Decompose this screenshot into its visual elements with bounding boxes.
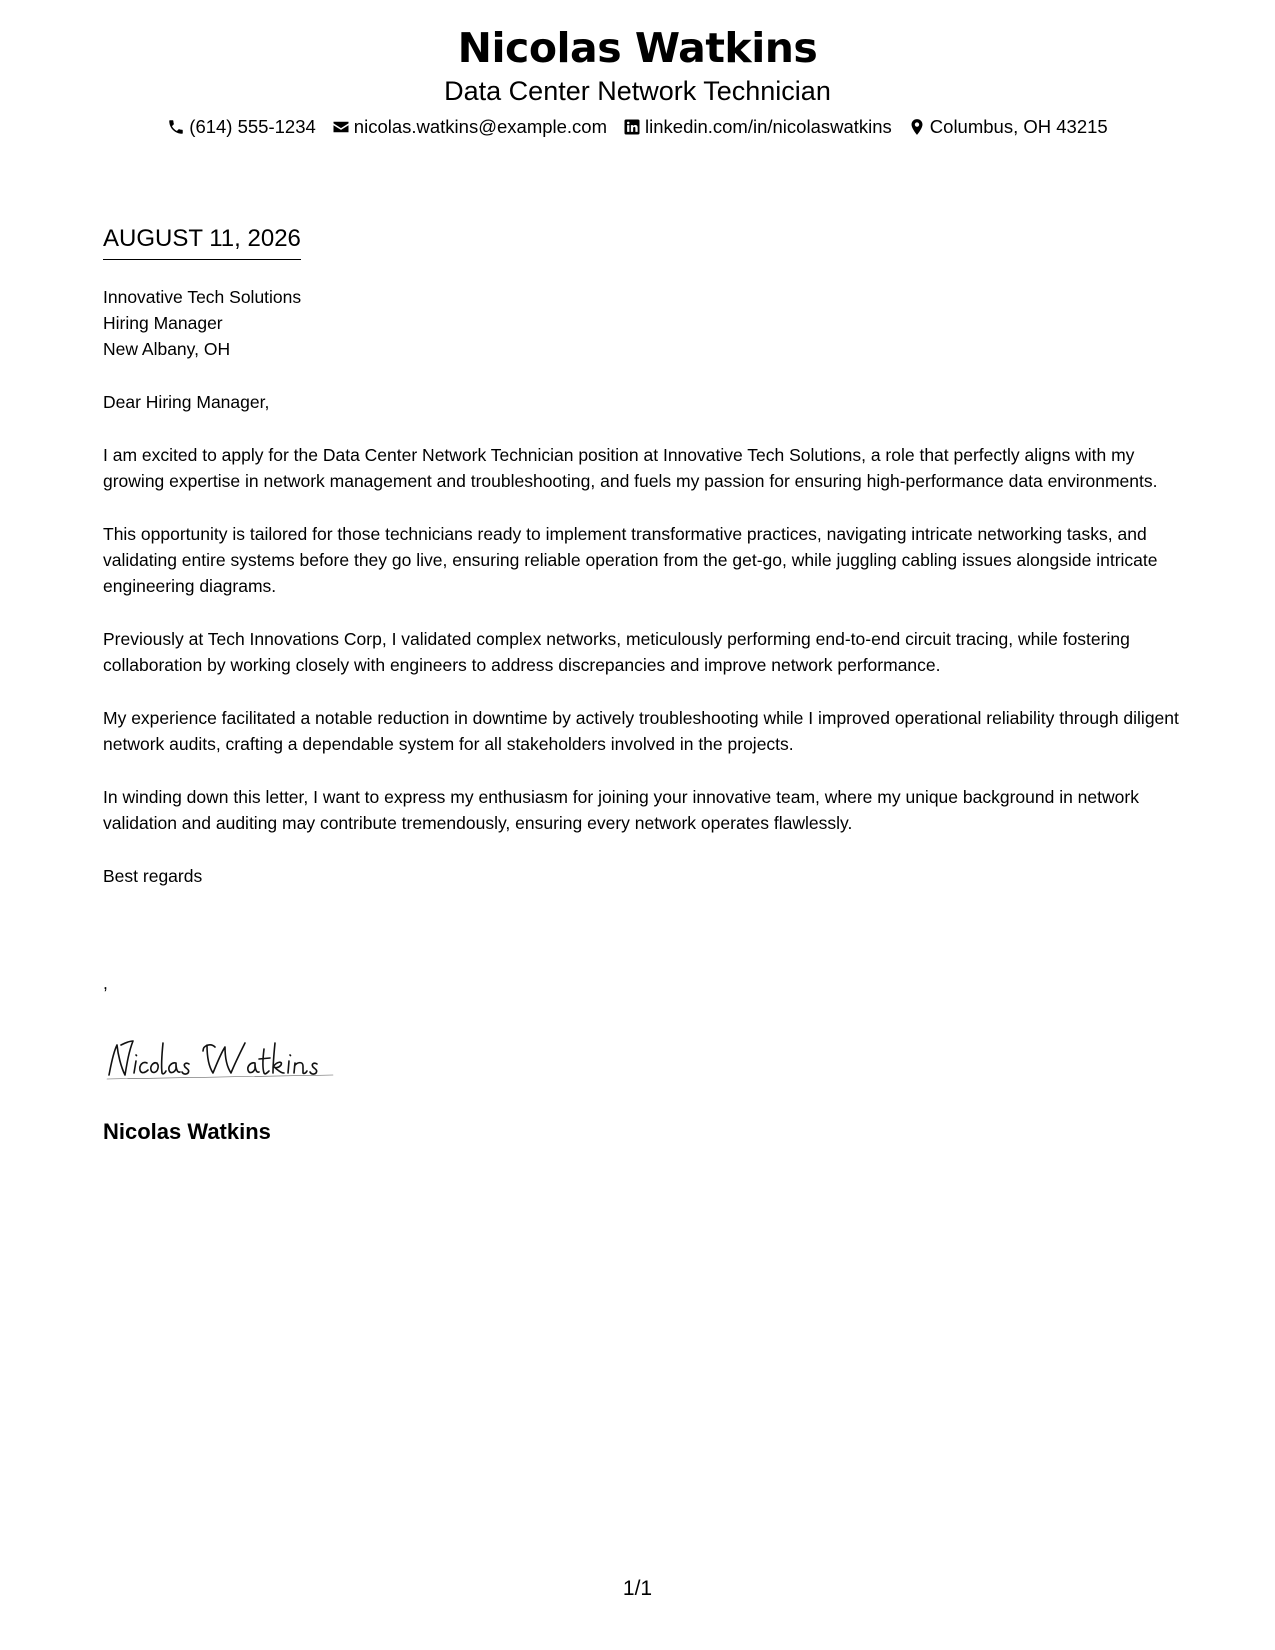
location-text: Columbus, OH 43215	[929, 116, 1108, 137]
letter-date: AUGUST 11, 2026	[103, 224, 301, 260]
body-paragraph: In winding down this letter, I want to express my enthusiasm for joining your innovative team, where my unique background in network validation and auditing may contribute tremendously, ensuring every network operates flawlessly.	[103, 787, 1139, 833]
signer-name: Nicolas Watkins	[103, 1119, 271, 1144]
contact-phone	[167, 115, 316, 139]
recipient-block	[103, 284, 1183, 362]
body-paragraph: I am excited to apply for the Data Center Network Technician position at Innovative Tech Solutions, a role that perfectly aligns with my growing expertise in network management and troubleshooting, and fuels my passion for ensuring high-performance data environments.	[103, 445, 1158, 491]
applicant-title: Data Center Network Technician	[444, 76, 831, 106]
letter-header	[0, 22, 1275, 139]
recipient-location: New Albany, OH	[103, 339, 231, 359]
phone-text: (614) 555-1234	[189, 116, 316, 137]
linkedin-icon	[623, 118, 641, 136]
contact-linkedin[interactable]	[623, 115, 892, 139]
recipient-company: Innovative Tech Solutions	[103, 287, 302, 307]
body-paragraph: Previously at Tech Innovations Corp, I validated complex networks, meticulously performing end-to-end circuit tracing, while fostering collaboration by working closely with engineers to address discrepancies and improve network performance.	[103, 629, 1130, 675]
letter-body	[103, 284, 1183, 889]
contact-location	[908, 115, 1108, 139]
contact-bar	[0, 115, 1275, 139]
closing-comma: ,	[103, 973, 108, 993]
date-block	[103, 224, 301, 260]
envelope-icon	[332, 118, 350, 136]
contact-email[interactable]	[332, 115, 607, 139]
applicant-name: Nicolas Watkins	[457, 24, 818, 72]
page-number: 1/1	[622, 1577, 653, 1600]
handwritten-signature	[103, 1035, 363, 1083]
map-pin-icon	[908, 118, 926, 136]
email-text[interactable]: nicolas.watkins@example.com	[353, 116, 608, 137]
phone-icon	[167, 118, 185, 136]
linkedin-text[interactable]: linkedin.com/in/nicolaswatkins	[645, 116, 892, 137]
body-paragraph: This opportunity is tailored for those technicians ready to implement transformative practices, navigating intricate networking tasks, and validating entire systems before they go live, ensuring reliable operation from the get-go, while juggling cabling issues alongside intricate engineering diagrams.	[103, 524, 1158, 596]
salutation: Dear Hiring Manager,	[103, 392, 270, 412]
body-paragraph: My experience facilitated a notable reduction in downtime by actively troubleshooting while I improved operational reliability through diligent network audits, crafting a dependable system for all stakeholders involved in the projects.	[103, 708, 1179, 754]
recipient-role: Hiring Manager	[103, 313, 223, 333]
closing: Best regards	[103, 866, 203, 886]
